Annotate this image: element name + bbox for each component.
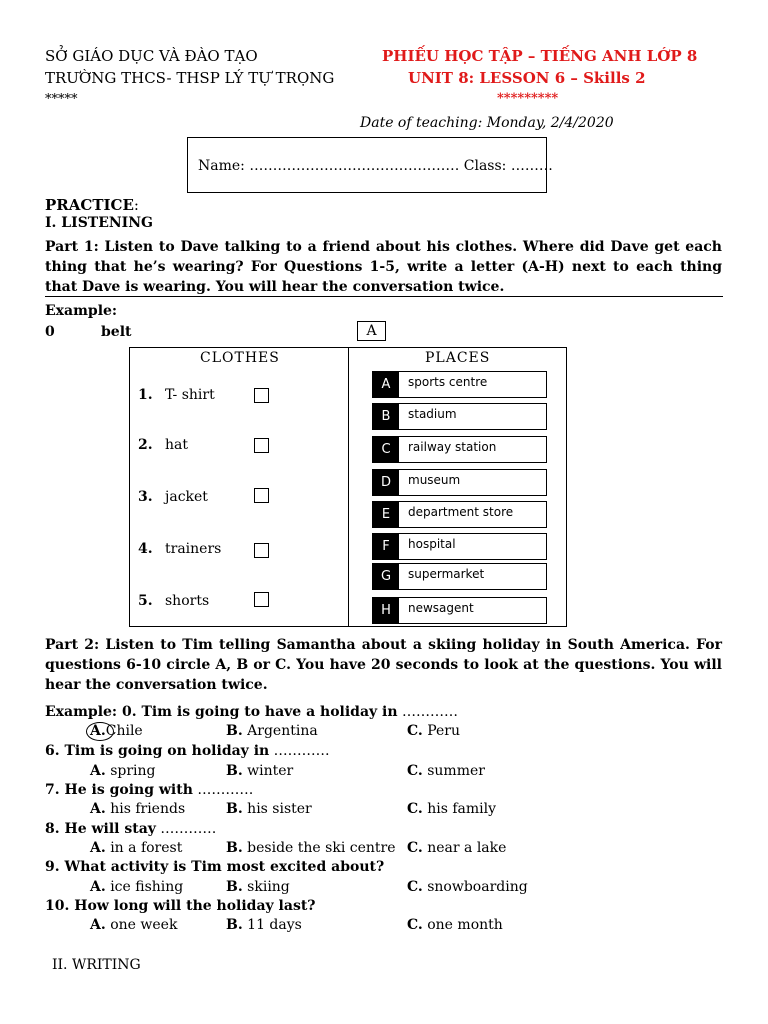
question-8: 8. He will stay ………… [45,821,217,837]
place-item [372,597,547,624]
unit-title: UNIT 8: LESSON 6 – Skills 2 [408,69,646,87]
option-c[interactable]: C. one month [407,917,503,933]
place-label: newsagent [408,601,474,615]
clothes-label: trainers [165,541,222,557]
option-c[interactable]: C. his family [407,801,497,817]
clothes-label: hat [165,437,188,453]
option-b[interactable]: B. Argentina [226,723,318,739]
question-9: 9. What activity is Tim most excited about? [45,859,385,875]
option-a[interactable]: A. in a forest [90,840,183,856]
listening-heading: I. LISTENING [45,215,153,231]
clothes-label: T- shirt [165,387,215,403]
option-a[interactable]: A. his friends [90,801,186,817]
clothes-label: jacket [165,489,208,505]
answer-box-1[interactable] [254,388,269,403]
part1-instructions: Part 1: Listen to Dave talking to a friend about his clothes. Where did Dave get each thing that he’s wearing? For Questions 1-5, write a letter (A-H) next to each thing that Dave is wearing. You will hear the conversation twice. [45,239,722,295]
option-b[interactable]: B. skiing [226,879,290,895]
part2-instructions: Part 2: Listen to Tim telling Samantha about a skiing holiday in South America. For questions 6-10 circle A, B or C. You have 20 seconds to look at the questions. You will hear the conversation twice. [45,637,722,693]
option-c[interactable]: C. summer [407,763,485,779]
place-label: railway station [408,440,497,454]
worksheet-title: PHIẾU HỌC TẬP – TIẾNG ANH LỚP 8 [382,47,698,65]
answer-box-2[interactable] [254,438,269,453]
example-question: Example: 0. Tim is going to have a holiday in ………… [45,704,458,720]
place-label: sports centre [408,375,488,389]
clothes-number: 3. [138,489,153,505]
divider [45,296,723,297]
option-c[interactable]: C. near a lake [407,840,507,856]
place-item [372,533,547,560]
answer-box-3[interactable] [254,488,269,503]
place-label: stadium [408,407,457,421]
option-b[interactable]: B. his sister [226,801,312,817]
example-label: Example: [45,303,118,319]
option-b[interactable]: B. winter [226,763,294,779]
stars-right: ********* [497,91,559,106]
option-b[interactable]: B. 11 days [226,917,302,933]
place-label: hospital [408,537,456,551]
example-number: 0 [45,324,55,340]
example-item: belt [101,324,132,340]
place-label: department store [408,505,514,519]
clothes-number: 2. [138,437,153,453]
clothes-header: CLOTHES [200,350,280,366]
clothes-number: 1. [138,387,153,403]
place-letter: H [373,598,399,623]
teaching-date: Date of teaching: Monday, 2/4/2020 [360,115,614,131]
option-c[interactable]: C. snowboarding [407,879,528,895]
option-b[interactable]: B. beside the ski centre [226,840,396,856]
department-name: SỞ GIÁO DỤC VÀ ĐÀO TẠO [45,47,258,65]
place-letter: G [373,564,399,589]
question-6: 6. Tim is going on holiday in ………… [45,743,330,759]
example-answer-box: A [357,321,386,341]
answer-box-4[interactable] [254,543,269,558]
place-label: supermarket [408,567,485,581]
clothes-number: 4. [138,541,153,557]
question-7: 7. He is going with ………… [45,782,254,798]
place-letter: D [373,470,399,495]
stars-left: ***** [45,92,78,107]
school-name: TRƯỜNG THCS- THSP LÝ TỰ TRỌNG [45,69,335,87]
place-letter: B [373,404,399,429]
name-class-line: Name: ……………………………………… Class: ……… [198,158,553,174]
place-item [372,563,547,590]
option-a[interactable]: A.Chile [90,723,143,739]
option-a[interactable]: A. spring [90,763,156,779]
practice-heading: PRACTICE: [45,196,139,214]
clothes-label: shorts [165,593,210,609]
option-a[interactable]: A. one week [90,917,178,933]
place-item [372,469,547,496]
place-letter: F [373,534,399,559]
writing-heading: II. WRITING [52,957,141,973]
place-item [372,371,547,398]
place-letter: E [373,502,399,527]
matching-table [129,347,567,627]
place-item [372,436,547,463]
place-label: museum [408,473,461,487]
name-class-box[interactable] [187,137,553,193]
place-letter: A [373,372,399,397]
place-letter: C [373,437,399,462]
place-item [372,403,547,430]
option-a[interactable]: A. ice fishing [90,879,184,895]
clothes-number: 5. [138,593,153,609]
answer-box-5[interactable] [254,592,269,607]
places-header: PLACES [425,350,491,366]
question-10: 10. How long will the holiday last? [45,898,316,914]
place-item [372,501,547,528]
option-c[interactable]: C. Peru [407,723,461,739]
table-divider [348,348,349,626]
